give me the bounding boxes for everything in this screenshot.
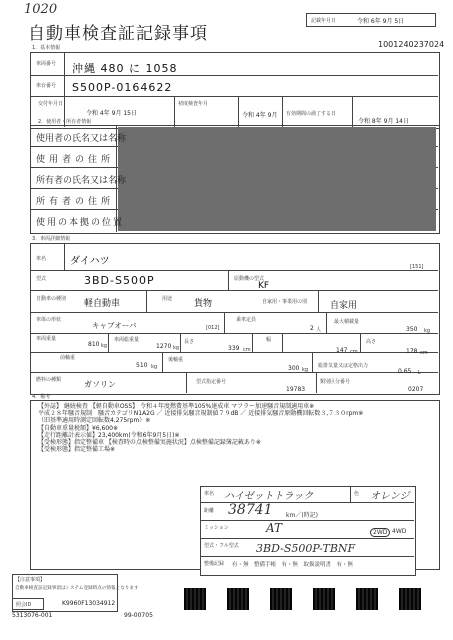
max-load-value: 350 [406, 326, 418, 333]
width-unit: cm [350, 349, 358, 355]
type-number-value: 19783 [286, 386, 306, 393]
memo-mileage-label: 距離 [204, 508, 215, 514]
memo-2wd-option: 2WD [370, 528, 390, 537]
private-commercial-value: 自家用 [330, 301, 358, 311]
qr-code [227, 588, 249, 610]
displacement-label: 総排気量又は定格出力 [318, 363, 369, 369]
front-axle-value: 510 [136, 362, 148, 369]
make-code: [151] [410, 264, 424, 270]
weight-label: 車両重量 [36, 336, 57, 342]
width-label: 幅 [266, 337, 272, 343]
max-load-unit: kg [424, 328, 431, 334]
page-title: 自動車検査証記録事項 [28, 24, 208, 44]
remarks-text [38, 403, 434, 453]
front-axle-unit: kg [151, 364, 158, 370]
engine-label: 原動機の型式 [234, 276, 265, 282]
first-registration-label: 初度検査年月 [178, 101, 209, 107]
qr-code [399, 588, 421, 610]
memo-maintenance-label: 整備記録 [204, 561, 225, 567]
memo-car-value: ハイゼットトラック [224, 491, 314, 502]
memo-color-value: オレンジ [370, 491, 410, 502]
memo-mission-label: ミッション [204, 525, 229, 531]
memo-model-value: 3BD-S500P-TBNF [256, 542, 356, 555]
remark-line: 平成２８年騒音規制 騒音カテゴリN1A2G ／ 近接排気騒音規制値７９dB ／ 近接排気騒音原動機回転数３,７３０rpm※ [38, 410, 364, 418]
rear-axle-value: 300 [288, 365, 300, 372]
body-shape-value: キャブオーバ [92, 321, 137, 330]
first-registration-value: 令和 4年 9月 [242, 112, 278, 119]
issue-date-label: 交付年月日 [38, 101, 64, 107]
category-label: 自動車の種別 [36, 296, 67, 302]
displacement-value: 0.65 [398, 368, 412, 375]
memo-mileage-value: 38741 [228, 502, 273, 518]
qr-code [356, 588, 378, 610]
remark-line: 【走行距離計表示値】23,400km(令和6年9月5日)※ [38, 431, 180, 439]
capacity-value: 2 [310, 325, 314, 332]
gross-weight-label: 車両総重量 [114, 337, 140, 343]
gross-weight-value: 1270 [156, 343, 172, 350]
inquiry-id-value: K9960F13034912 [62, 600, 116, 607]
chassis-value: S500P-0164622 [72, 81, 173, 94]
section-basic-info: 1．基本情報 [32, 45, 61, 51]
user-address-label: 使用者の住所 [36, 155, 115, 165]
rear-axle-label: 後軸重 [168, 357, 184, 363]
inquiry-id-label: 照会ID [16, 602, 32, 608]
footer-code-right: 99-00705 [124, 612, 153, 619]
make-value: ダイハツ [70, 256, 110, 267]
displacement-unit: L [418, 370, 421, 376]
type-number-label: 型式指定番号 [196, 379, 227, 385]
remark-line: 【自動車重量税額】¥6,600※ [38, 424, 119, 432]
document-number: 1001240237024 [378, 40, 445, 49]
base-location-label: 使用の本拠の位置 [36, 218, 125, 228]
expiry-label: 有効期間の満了する日 [286, 111, 337, 117]
section-remarks: 4．備考 [32, 394, 51, 400]
memo-4wd-option: 4WD [392, 528, 407, 535]
capacity-unit: 人 [316, 327, 322, 333]
memo-mission-value: AT [266, 521, 283, 535]
qr-code [184, 588, 206, 610]
memo-model-label: 型式・フル型式 [204, 543, 239, 549]
owner-address-label: 所有者の住所 [36, 197, 115, 207]
remark-line: （旧基準適用時測定回転数4,275rpm）※ [38, 417, 151, 425]
model-value: 3BD-S500P [84, 274, 155, 287]
memo-color-label: 色 [354, 491, 360, 497]
model-label: 型式 [36, 276, 47, 282]
class-number-value: 0207 [408, 386, 424, 393]
length-label: 長さ [184, 339, 195, 345]
front-axle-label: 前軸重 [60, 355, 76, 361]
width-value: 147 [336, 347, 348, 354]
class-number-label: 類別区分番号 [320, 379, 351, 385]
notice-text: 自動車検査証記録事項はシステム登録時点の情報となります [15, 586, 139, 591]
owner-name-label: 所有者の氏名又は名称 [36, 176, 127, 186]
remark-line: 【受検形態】指定整備工場※ [38, 446, 116, 454]
record-date-value: 令和 6年 9月 5日 [357, 18, 405, 25]
remark-line: 【受検形態】指定整備車 【検査時の点検整備実施状況】点検整備記録簿記載あり※ [38, 439, 261, 447]
footer-code-left: 5313076-001 [12, 612, 53, 619]
section-owner-info: 2．使用者・所有者情報 [38, 119, 92, 125]
max-load-label: 最大積載量 [334, 319, 360, 325]
record-date-box [306, 13, 436, 27]
expiry-value: 令和 8年 9月 14日 [358, 118, 409, 125]
gross-weight-unit: kg [173, 345, 180, 351]
memo-maintenance-value: 有・無 整備手帳 有・無 取扱説明書 有・無 [232, 562, 354, 568]
redacted-owner-block [118, 127, 436, 231]
private-commercial-label: 自家用・事業用の別 [262, 299, 308, 305]
rear-axle-unit: kg [302, 367, 309, 373]
qr-code [313, 588, 335, 610]
qr-code [270, 588, 292, 610]
section-vehicle-details: 3．車両詳細情報 [32, 236, 71, 242]
category-value: 軽自動車 [84, 299, 121, 309]
issue-date-value: 令和 4年 9月 15日 [86, 110, 137, 117]
weight-unit: kg [101, 343, 108, 349]
weight-value: 810 [88, 341, 100, 348]
height-unit: cm [420, 350, 428, 356]
user-name-label: 使用者の氏名又は名称 [36, 134, 127, 144]
height-label: 高さ [366, 339, 377, 345]
remark-line: 【外誌】 継続検査 【軽自動車OSS】 令和４年度燃費基準105%達成車 マフラー加速騒音規制適用車※ [38, 403, 315, 410]
chassis-label: 車台番号 [36, 83, 57, 89]
capacity-label: 乗車定員 [236, 317, 257, 323]
height-value: 178 [406, 348, 418, 355]
handwritten-id: 1020 [24, 2, 58, 17]
use-value: 貨物 [194, 299, 213, 309]
engine-value: KF [258, 281, 270, 291]
plate-value: 沖縄 480 に 1058 [72, 62, 178, 75]
record-date-label: 記載年月日 [311, 18, 337, 24]
body-shape-label: 車体の形状 [36, 317, 62, 323]
fuel-value: ガソリン [84, 380, 116, 389]
memo-mileage-unit: km／(時記) [286, 512, 319, 519]
notice-title: 【注意事項】 [15, 577, 46, 583]
length-unit: cm [243, 347, 251, 353]
plate-label: 車両番号 [36, 61, 57, 67]
length-value: 339 [228, 345, 240, 352]
memo-car-label: 車名 [204, 491, 215, 497]
use-label: 用途 [162, 296, 173, 302]
body-shape-code: [012] [206, 325, 220, 331]
fuel-label: 燃料の種類 [36, 377, 62, 383]
make-label: 車名 [36, 256, 47, 262]
